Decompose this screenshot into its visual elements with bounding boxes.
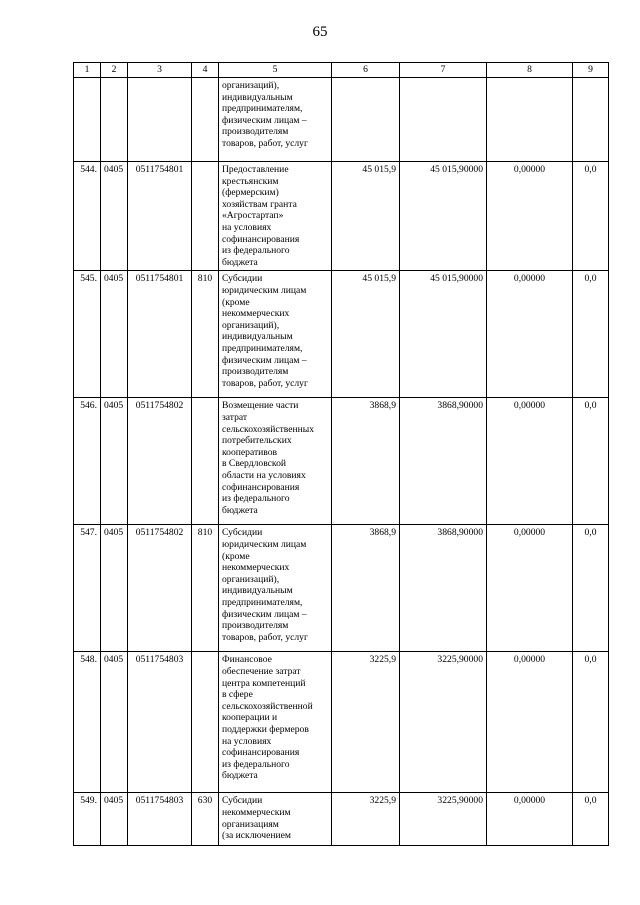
expense-type bbox=[192, 162, 219, 271]
table-row bbox=[74, 652, 609, 793]
executed-amount: 45 015,90000 bbox=[400, 162, 487, 271]
executed-amount bbox=[400, 78, 487, 162]
section-code bbox=[101, 78, 128, 162]
share-value: 0,0 bbox=[573, 652, 609, 793]
expense-type bbox=[192, 398, 219, 525]
section-code: 0405 bbox=[101, 525, 128, 652]
row-number: 546. bbox=[74, 398, 101, 525]
target-code: 0511754803 bbox=[128, 793, 192, 846]
table-row bbox=[74, 793, 609, 846]
section-code: 0405 bbox=[101, 652, 128, 793]
plan-amount: 3225,9 bbox=[332, 793, 400, 846]
plan-amount: 3225,9 bbox=[332, 652, 400, 793]
item-name: Субсидии юридическим лицам (кроме некоммерческих организаций), индивидуальным предпринимателям, физическим лицам – производителям товаров, работ, услуг bbox=[219, 271, 332, 398]
percent-value: 0,00000 bbox=[487, 398, 573, 525]
item-name: Субсидии некоммерческим организациям (за исключением bbox=[219, 793, 332, 846]
executed-amount: 3868,90000 bbox=[400, 525, 487, 652]
header-cell-5: 5 bbox=[219, 63, 332, 78]
header-cell-2: 2 bbox=[101, 63, 128, 78]
target-code: 0511754802 bbox=[128, 398, 192, 525]
expense-type bbox=[192, 78, 219, 162]
item-name: Возмещение части затрат сельскохозяйственных потребительских кооперативов в Свердловской области на условиях софинансирования из федерального бюджета bbox=[219, 398, 332, 525]
target-code bbox=[128, 78, 192, 162]
section-code: 0405 bbox=[101, 398, 128, 525]
row-number: 548. bbox=[74, 652, 101, 793]
target-code: 0511754803 bbox=[128, 652, 192, 793]
share-value bbox=[573, 78, 609, 162]
percent-value: 0,00000 bbox=[487, 793, 573, 846]
plan-amount: 45 015,9 bbox=[332, 162, 400, 271]
percent-value: 0,00000 bbox=[487, 162, 573, 271]
item-name: Субсидии юридическим лицам (кроме некоммерческих организаций), индивидуальным предпринимателям, физическим лицам – производителям товаров, работ, услуг bbox=[219, 525, 332, 652]
expense-type bbox=[192, 652, 219, 793]
share-value: 0,0 bbox=[573, 162, 609, 271]
table-row bbox=[74, 398, 609, 525]
header-cell-3: 3 bbox=[128, 63, 192, 78]
share-value: 0,0 bbox=[573, 271, 609, 398]
executed-amount: 3868,90000 bbox=[400, 398, 487, 525]
header-cell-9: 9 bbox=[573, 63, 609, 78]
executed-amount: 45 015,90000 bbox=[400, 271, 487, 398]
plan-amount: 3868,9 bbox=[332, 398, 400, 525]
header-cell-7: 7 bbox=[400, 63, 487, 78]
row-number: 547. bbox=[74, 525, 101, 652]
table-row bbox=[74, 525, 609, 652]
section-code: 0405 bbox=[101, 271, 128, 398]
page-number: 65 bbox=[312, 24, 328, 40]
row-number bbox=[74, 78, 101, 162]
item-name: Предоставление крестьянским (фермерским) хозяйствам гранта «Агростартап» на условиях софинансирования из федерального бюджета bbox=[219, 162, 332, 271]
executed-amount: 3225,90000 bbox=[400, 793, 487, 846]
row-number: 549. bbox=[74, 793, 101, 846]
section-code: 0405 bbox=[101, 162, 128, 271]
percent-value: 0,00000 bbox=[487, 271, 573, 398]
header-row bbox=[74, 63, 609, 78]
expense-type: 810 bbox=[192, 271, 219, 398]
target-code: 0511754801 bbox=[128, 271, 192, 398]
table-row bbox=[74, 271, 609, 398]
header-cell-8: 8 bbox=[487, 63, 573, 78]
share-value: 0,0 bbox=[573, 525, 609, 652]
target-code: 0511754802 bbox=[128, 525, 192, 652]
expense-type: 630 bbox=[192, 793, 219, 846]
executed-amount: 3225,90000 bbox=[400, 652, 487, 793]
percent-value: 0,00000 bbox=[487, 525, 573, 652]
plan-amount: 45 015,9 bbox=[332, 271, 400, 398]
target-code: 0511754801 bbox=[128, 162, 192, 271]
header-cell-1: 1 bbox=[74, 63, 101, 78]
expense-type: 810 bbox=[192, 525, 219, 652]
item-name: Финансовое обеспечение затрат центра компетенций в сфере сельскохозяйственной кооперации и поддержки фермеров на условиях софинансирования из федерального бюджета bbox=[219, 652, 332, 793]
share-value: 0,0 bbox=[573, 793, 609, 846]
plan-amount: 3868,9 bbox=[332, 525, 400, 652]
table-row bbox=[74, 78, 609, 162]
section-code: 0405 bbox=[101, 793, 128, 846]
item-name: организаций), индивидуальным предпринимателям, физическим лицам – производителям товаров, работ, услуг bbox=[219, 78, 332, 162]
row-number: 544. bbox=[74, 162, 101, 271]
share-value: 0,0 bbox=[573, 398, 609, 525]
plan-amount bbox=[332, 78, 400, 162]
header-cell-4: 4 bbox=[192, 63, 219, 78]
table-row bbox=[74, 162, 609, 271]
row-number: 545. bbox=[74, 271, 101, 398]
budget-table bbox=[73, 62, 609, 846]
percent-value bbox=[487, 78, 573, 162]
header-cell-6: 6 bbox=[332, 63, 400, 78]
percent-value: 0,00000 bbox=[487, 652, 573, 793]
